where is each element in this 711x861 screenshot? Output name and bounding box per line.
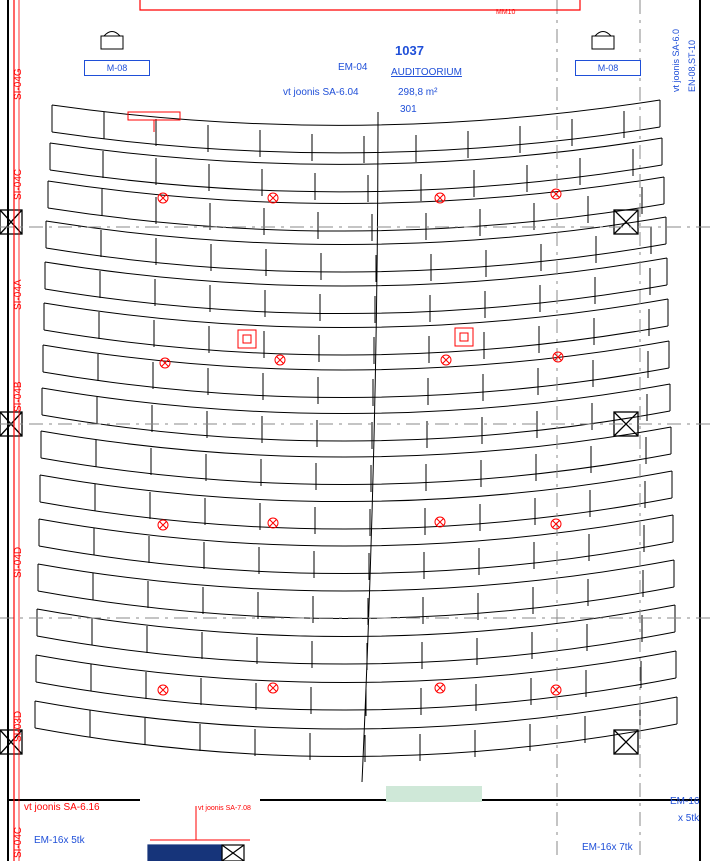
equipment-badge-m011 bbox=[386, 786, 482, 802]
equipment-label-mm10: MM10 bbox=[496, 9, 516, 16]
room-number: 1037 bbox=[395, 43, 424, 58]
room-code: 301 bbox=[400, 104, 417, 115]
room-name: AUDITOORIUM bbox=[391, 67, 462, 78]
grid-label-si-03d: SI-03D bbox=[13, 710, 24, 742]
ref-sa-6-0-right: vt joonis SA-6.0 bbox=[671, 28, 681, 92]
grid-label-si-04c-bottom: SI-04C bbox=[13, 826, 24, 858]
grid-label-si-04c-top: SI-04C bbox=[13, 168, 24, 200]
equipment-label-m08-left: M-08 bbox=[84, 60, 150, 76]
grid-label-si-04a: SI-04A bbox=[13, 279, 24, 310]
grid-label-si-04g: SI-04G bbox=[13, 68, 24, 100]
equipment-label-em16-left: EM-16x 5tk bbox=[34, 835, 85, 846]
ref-sa-7-08: vt joonis SA-7.08 bbox=[198, 805, 251, 812]
grid-label-si-04b: SI-04B bbox=[13, 381, 24, 412]
ref-sa-6-16: vt joonis SA-6.16 bbox=[24, 802, 100, 813]
grid-label-si-04d: SI-04D bbox=[13, 546, 24, 578]
equipment-label-em04: EM-04 bbox=[338, 62, 368, 73]
room-area: 298,8 m² bbox=[398, 87, 438, 98]
equipment-label-em16-right-2: x 5tk bbox=[678, 813, 700, 824]
ref-sa-6-04: vt joonis SA-6.04 bbox=[283, 87, 359, 98]
equipment-label-em16-right: EM-16 bbox=[670, 796, 700, 807]
equipment-label-em16-bottom: EM-16x 7tk bbox=[582, 842, 633, 853]
equipment-label-m08-right: M-08 bbox=[575, 60, 641, 76]
ref-en-08: EN-08,ST-10 bbox=[687, 39, 697, 92]
